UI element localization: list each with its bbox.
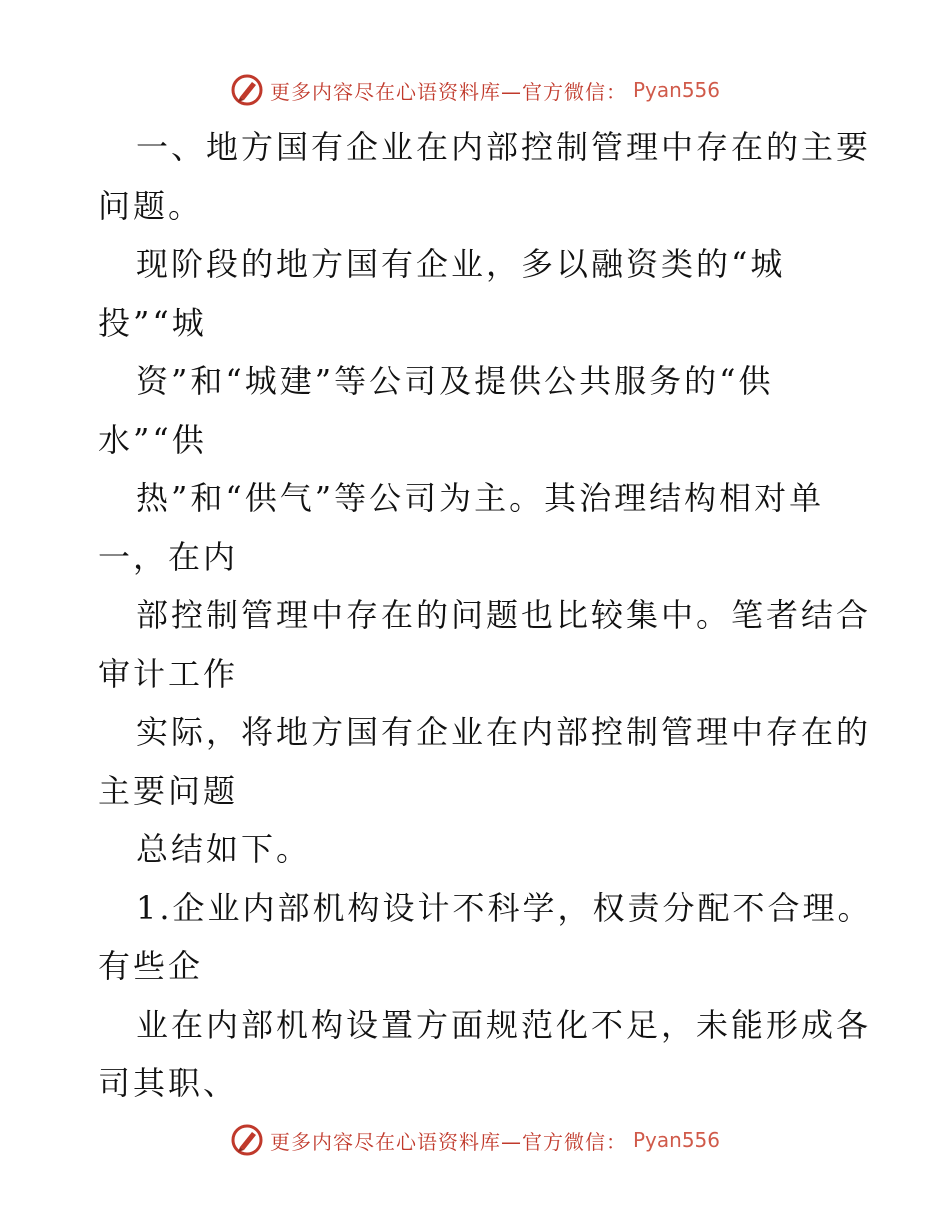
text-line: 资”和“城建”等公司及提供公共服务的“供 — [136, 362, 774, 400]
watermark-text: 更多内容尽在心语资料库—官方微信： — [269, 1129, 627, 1154]
text-line: 一，在内 — [98, 537, 239, 576]
text-line: 现阶段的地方国有企业，多以融资类的“城 — [136, 245, 786, 283]
text-line: 问题。 — [98, 186, 204, 225]
text-line: 审计工作 — [98, 654, 239, 693]
watermark-header — [0, 70, 950, 110]
text-line: 热”和“供气”等公司为主。其治理结构相对单 — [136, 479, 825, 517]
watermark-wechat-id: Pyan556 — [632, 78, 720, 102]
text-line: 投”“城 — [98, 303, 207, 342]
text-line: 主要问题 — [98, 771, 239, 810]
text-line: 一、地方国有企业在内部控制管理中存在的主要 — [136, 128, 872, 166]
text-line: 总结如下。 — [136, 830, 312, 868]
watermark-wechat-id: Pyan556 — [632, 1128, 720, 1152]
text-line: 业在内部机构设置方面规范化不足，未能形成各 — [136, 1005, 872, 1044]
pen-logo-icon — [230, 73, 264, 107]
watermark-text: 更多内容尽在心语资料库—官方微信： — [269, 79, 627, 104]
text-line: 司其职、 — [98, 1064, 239, 1102]
pen-logo-icon — [230, 1123, 264, 1157]
text-line: 实际，将地方国有企业在内部控制管理中存在的 — [136, 713, 872, 751]
text-line: 1.企业内部机构设计不科学，权责分配不合理。 — [136, 888, 873, 927]
text-line: 有些企 — [98, 947, 204, 985]
document-body — [98, 118, 873, 1113]
watermark-footer — [0, 1120, 950, 1160]
text-line: 部控制管理中存在的问题也比较集中。笔者结合 — [136, 596, 872, 634]
text-line: 水”“供 — [98, 420, 207, 459]
